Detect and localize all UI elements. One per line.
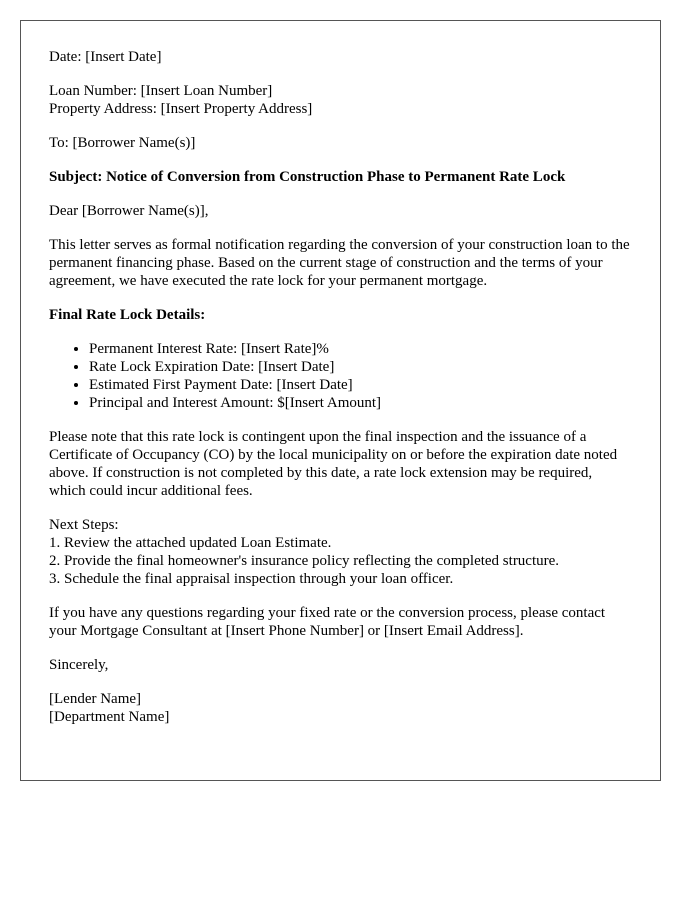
next-step-1: 1. Review the attached updated Loan Estimate. (49, 535, 332, 551)
detail-principal-interest: • Principal and Interest Amount: $[Insert Amount] (89, 394, 632, 412)
note-paragraph: Please note that this rate lock is contingent upon the final inspection and the issuance of a Certificate of Occupancy (CO) by the local municipality on or before the expiration date noted above. If construction is not completed by this date, a rate lock extension may be required, which could incur additional fees. (49, 429, 618, 499)
next-step-3: 3. Schedule the final appraisal inspection through your loan officer. (49, 571, 454, 587)
intro-paragraph: This letter serves as formal notification regarding the conversion of your construction loan to the permanent financing phase. Based on the current stage of construction and the terms of your agreement, we have executed the rate lock for your permanent mortgage. (49, 237, 630, 289)
closing: Sincerely, (49, 657, 109, 673)
rate-lock-details-list (49, 340, 632, 412)
next-steps-heading: Next Steps: (49, 517, 119, 533)
detail-interest-rate: • Permanent Interest Rate: [Insert Rate]% (89, 340, 632, 358)
next-steps-block (49, 516, 632, 588)
subject-line: Subject: Notice of Conversion from Construction Phase to Permanent Rate Lock (49, 169, 566, 185)
department-name: [Department Name] (49, 709, 170, 725)
questions-paragraph: If you have any questions regarding your fixed rate or the conversion process, please contact your Mortgage Consultant at [Insert Phone Number] or [Insert Email Address]. (49, 605, 606, 639)
detail-lock-expiration: • Rate Lock Expiration Date: [Insert Date] (89, 358, 632, 376)
details-heading: Final Rate Lock Details: (49, 307, 206, 323)
letter-document (20, 20, 661, 781)
property-address: Property Address: [Insert Property Address] (49, 101, 313, 117)
next-step-2: 2. Provide the final homeowner's insurance policy reflecting the completed structure. (49, 553, 560, 569)
loan-info-block (49, 82, 632, 118)
signature-block (49, 690, 632, 726)
loan-number: Loan Number: [Insert Loan Number] (49, 83, 273, 99)
detail-first-payment: • Estimated First Payment Date: [Insert Date] (89, 376, 632, 394)
salutation: Dear [Borrower Name(s)], (49, 203, 209, 219)
lender-name: [Lender Name] (49, 691, 142, 707)
letter-date: Date: [Insert Date] (49, 49, 162, 65)
recipient: To: [Borrower Name(s)] (49, 135, 196, 151)
